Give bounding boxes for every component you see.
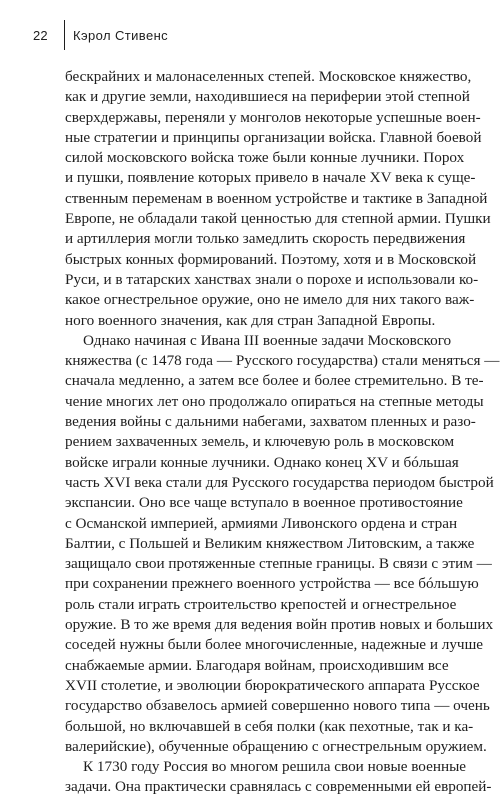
- text-line: валерийские), обученные обращению с огнестрельным оружием.: [65, 737, 487, 755]
- text-line: Однако начиная с Ивана III военные задачи Московского: [83, 331, 452, 349]
- text-line: соседей нужны были более многочисленные, надежные и лучше: [65, 636, 484, 654]
- text-line: какое огнестрельное оружие, оно не имело для них такого важ-: [65, 291, 475, 309]
- text-line: силой московского войска тоже были конные лучники. Порох: [65, 149, 465, 167]
- text-line: экспансии. Оно все чаще вступало в военное противостояние: [65, 494, 463, 512]
- text-line: и пушки, появление которых привело в начале XV века к суще-: [65, 169, 476, 187]
- text-line: Европе, не обладали такой ценностью для степной армии. Пушки: [65, 210, 491, 228]
- running-title-author: Кэрол Стивенс: [73, 28, 169, 43]
- text-line: бескрайних и малонаселенных степей. Московское княжество,: [65, 68, 472, 85]
- text-line: войске играли конные лучники. Однако конец XV и бóльшая: [65, 453, 459, 471]
- body-text: [65, 67, 500, 798]
- text-line: Руси, и в татарских ханствах знали о порохе и использовали ко-: [65, 270, 479, 288]
- text-line: с Османской империей, армиями Ливонского ордена и стран: [65, 514, 458, 532]
- text-line: и артиллерия могли только замедлить скорость передвижения: [65, 230, 466, 248]
- text-line: ведения войны с дальними набегами, захватом пленных и разо-: [65, 413, 476, 431]
- text-line: защищало свои протяженные степные границы. В связи с этим —: [65, 555, 492, 573]
- text-line: оружие. В то же время для ведения войн против новых и больших: [65, 616, 494, 634]
- text-line: сначала медленно, а затем все более и более стремительно. В те-: [65, 372, 484, 390]
- text-line: Балтии, с Польшей и Великим княжеством Литовским, а также: [65, 534, 475, 552]
- text-line: XVII столетие, и эволюции бюрократического аппарата Русское: [65, 676, 480, 694]
- page-number: 22: [33, 28, 48, 43]
- text-line: задачи. Она практически сравнялась с современными ей европей-: [65, 778, 492, 796]
- text-line: ные стратегии и принципы организации войска. Главной боевой: [65, 128, 482, 146]
- text-line: княжества (с 1478 года — Русского государства) стали меняться —: [65, 352, 500, 370]
- text-line: большой, но включавшей в себя полки (как пехотные, так и ка-: [65, 717, 474, 735]
- text-line: ственным переменам в военном устройстве и тактике в Западной: [65, 189, 488, 207]
- running-header: [0, 26, 500, 48]
- text-line: при сохранении прежнего военного устройства — все бóльшую: [65, 575, 479, 593]
- text-line: снабжаемые армии. Благодаря войнам, происходившим все: [65, 656, 449, 674]
- text-line: роль стали играть строительство крепостей и огнестрельное: [65, 595, 457, 613]
- text-line: быстрых конных формирований. Поэтому, хотя и в Московской: [65, 250, 477, 268]
- text-line: как и другие земли, находившиеся на периферии этой степной: [65, 88, 470, 106]
- text-line: чение многих лет оно продолжало опираться на степные методы: [65, 392, 484, 410]
- text-line: рением захваченных земель, и ключевую роль в московском: [65, 433, 455, 451]
- text-line: государство обзавелось армией совершенно нового типа — очень: [65, 697, 490, 715]
- header-divider: [64, 20, 65, 50]
- text-line: сверхдержавы, переняли у монголов некоторые успешные воен-: [65, 108, 481, 126]
- text-line: ного военного значения, как для стран Западной Европы.: [65, 311, 436, 329]
- text-line: часть XVI века стали для Русского государства периодом быстрой: [65, 473, 494, 491]
- text-line: К 1730 году Россия во многом решила свои новые военные: [83, 758, 467, 776]
